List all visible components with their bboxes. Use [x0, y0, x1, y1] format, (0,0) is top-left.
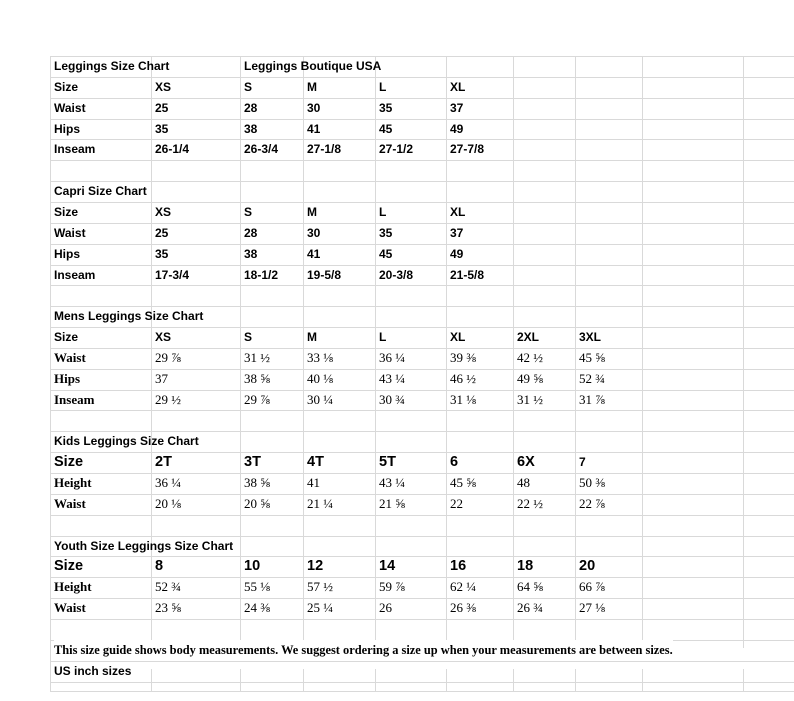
table-cell: 49 ⅝: [517, 370, 543, 386]
table-cell: 21 ⅝: [379, 495, 405, 511]
table-cell: M: [307, 79, 317, 94]
table-cell: 26-3/4: [244, 142, 279, 157]
table-cell: 16: [450, 558, 467, 575]
grid-column-line: [240, 669, 241, 691]
grid-column-line: [446, 669, 447, 691]
grid-column-line: [375, 56, 376, 648]
table-cell: 26 ¾: [517, 600, 543, 616]
youth-chart-title: Youth Size Leggings Size Chart: [54, 538, 234, 553]
table-cell: 41: [307, 475, 320, 490]
leggings-chart-title: Leggings Size Chart: [54, 59, 170, 73]
table-cell: L: [379, 204, 387, 219]
table-cell: XL: [450, 204, 466, 219]
grid-column-line: [151, 669, 152, 691]
brand-name: Leggings Boutique USA: [244, 59, 382, 73]
table-cell: 28: [244, 100, 258, 115]
table-cell: 39 ⅜: [450, 349, 476, 365]
table-cell: 35: [379, 100, 393, 115]
size-guide-note: This size guide shows body measurements. We suggest ordering a size up when your measurements are between sizes.: [54, 640, 673, 661]
table-cell: 64 ⅝: [517, 579, 543, 595]
table-cell: 43 ¼: [379, 370, 405, 386]
table-cell: 30: [307, 100, 321, 115]
table-cell: 25: [155, 100, 169, 115]
table-cell: 27-1/8: [307, 142, 342, 157]
table-cell: 36 ¼: [379, 349, 405, 365]
table-cell: S: [244, 204, 253, 219]
table-cell: 22: [450, 495, 463, 511]
row-label: Inseam: [54, 142, 96, 157]
table-cell: 6X: [517, 454, 535, 471]
mens-chart-title: Mens Leggings Size Chart: [54, 309, 204, 324]
row-label: Size: [54, 454, 84, 471]
table-cell: 31 ⅛: [450, 391, 476, 407]
row-label: Size: [54, 558, 84, 575]
table-cell: 35: [379, 225, 393, 240]
grid-column-line: [303, 56, 304, 648]
kids-chart-title: Kids Leggings Size Chart: [54, 434, 199, 449]
table-cell: L: [379, 330, 387, 345]
grid-column-line: [50, 56, 51, 691]
row-label: Waist: [54, 349, 86, 365]
table-cell: 50 ⅜: [579, 475, 605, 490]
table-cell: 22 ⅞: [579, 495, 605, 511]
table-cell: 37: [450, 100, 464, 115]
table-cell: 48: [517, 475, 530, 490]
table-cell: 8: [155, 558, 164, 575]
table-cell: 38 ⅝: [244, 475, 270, 490]
table-cell: 62 ¼: [450, 579, 476, 595]
table-cell: 25: [155, 225, 169, 240]
table-cell: 45: [379, 121, 393, 136]
grid-column-line: [375, 669, 376, 691]
table-cell: XS: [155, 204, 172, 219]
capri-chart-title: Capri Size Chart: [54, 184, 147, 199]
table-cell: 21-5/8: [450, 267, 485, 282]
table-cell: 28: [244, 225, 258, 240]
table-cell: 55 ⅛: [244, 579, 270, 595]
grid-column-line: [642, 669, 643, 691]
table-cell: 35: [155, 121, 169, 136]
table-cell: 5T: [379, 454, 396, 471]
table-cell: 43 ¼: [379, 475, 405, 490]
grid-column-line: [513, 669, 514, 691]
table-cell: 31 ½: [517, 391, 543, 407]
table-cell: 2XL: [517, 330, 540, 345]
table-cell: 30: [307, 225, 321, 240]
table-cell: 27-7/8: [450, 142, 485, 157]
row-label: Size: [54, 204, 79, 219]
table-cell: S: [244, 330, 253, 345]
table-cell: 17-3/4: [155, 267, 190, 282]
table-cell: 22 ½: [517, 495, 543, 511]
row-label: Height: [54, 579, 92, 595]
table-cell: 10: [244, 558, 261, 575]
table-cell: 29 ⅞: [155, 349, 181, 365]
grid-row-line: [50, 619, 794, 620]
row-label: Inseam: [54, 391, 95, 407]
row-label: Waist: [54, 100, 86, 115]
grid-column-line: [240, 56, 241, 648]
grid-row-line: [50, 691, 794, 692]
grid-column-line: [642, 56, 643, 648]
table-cell: L: [379, 79, 387, 94]
table-cell: 27-1/2: [379, 142, 414, 157]
table-cell: 29 ⅞: [244, 391, 270, 407]
table-cell: 38: [244, 121, 258, 136]
table-cell: 27 ⅛: [579, 600, 605, 616]
table-cell: 12: [307, 558, 324, 575]
row-label: Waist: [54, 225, 86, 240]
units-label: US inch sizes: [54, 663, 132, 678]
row-label: Size: [54, 330, 79, 345]
table-cell: 38: [244, 246, 258, 261]
table-cell: 31 ⅞: [579, 391, 605, 407]
table-cell: 21 ¼: [307, 495, 333, 511]
table-cell: 24 ⅜: [244, 600, 270, 616]
table-cell: 31 ½: [244, 349, 270, 365]
table-cell: 45: [379, 246, 393, 261]
table-cell: 66 ⅞: [579, 579, 605, 595]
table-cell: 30 ¼: [307, 391, 333, 407]
table-cell: 45 ⅝: [450, 475, 476, 490]
grid-column-line: [446, 56, 447, 648]
table-cell: 30 ¾: [379, 391, 405, 407]
grid-row-line: [50, 181, 794, 182]
table-cell: 20: [579, 558, 596, 575]
table-cell: 38 ⅝: [244, 370, 270, 386]
grid-row-line: [50, 515, 794, 516]
table-cell: 26: [379, 600, 392, 616]
table-cell: 33 ⅛: [307, 349, 333, 365]
grid-column-line: [743, 669, 744, 691]
grid-column-line: [743, 56, 744, 648]
table-cell: 26 ⅜: [450, 600, 476, 616]
row-label: Inseam: [54, 267, 96, 282]
table-cell: 35: [155, 246, 169, 261]
table-cell: 36 ¼: [155, 475, 181, 490]
grid-column-line: [151, 56, 152, 648]
table-cell: XL: [450, 79, 466, 94]
table-cell: 49: [450, 121, 464, 136]
table-cell: 20 ⅛: [155, 495, 181, 511]
grid-column-line: [575, 669, 576, 691]
table-cell: 2T: [155, 454, 172, 471]
table-cell: 37: [450, 225, 464, 240]
table-cell: M: [307, 330, 317, 345]
table-cell: 26-1/4: [155, 142, 190, 157]
table-cell: XL: [450, 330, 466, 345]
grid-column-line: [303, 669, 304, 691]
row-label: Size: [54, 79, 79, 94]
table-cell: 37: [155, 370, 168, 386]
grid-column-line: [513, 56, 514, 648]
table-cell: 3XL: [579, 330, 602, 345]
row-label: Height: [54, 475, 92, 490]
grid-column-line: [575, 56, 576, 648]
table-cell: 19-5/8: [307, 267, 342, 282]
table-cell: 42 ½: [517, 349, 543, 365]
table-cell: 57 ½: [307, 579, 333, 595]
row-label: Hips: [54, 246, 81, 261]
table-cell: 6: [450, 454, 459, 471]
table-cell: 41: [307, 246, 321, 261]
grid-row-line: [50, 661, 794, 662]
table-cell: 4T: [307, 454, 324, 471]
row-label: Waist: [54, 600, 86, 616]
grid-row-line: [50, 682, 794, 683]
table-cell: 20-3/8: [379, 267, 414, 282]
table-cell: XS: [155, 330, 172, 345]
table-cell: 49: [450, 246, 464, 261]
table-cell: M: [307, 204, 317, 219]
table-cell: 25 ¼: [307, 600, 333, 616]
table-cell: 14: [379, 558, 396, 575]
table-cell: 41: [307, 121, 321, 136]
table-cell: 18-1/2: [244, 267, 279, 282]
table-cell: 18: [517, 558, 534, 575]
table-cell: 52 ¾: [155, 579, 181, 595]
table-cell: 40 ⅛: [307, 370, 333, 386]
table-cell: 7: [579, 455, 586, 470]
table-cell: 59 ⅞: [379, 579, 405, 595]
table-cell: 46 ½: [450, 370, 476, 386]
row-label: Waist: [54, 495, 86, 511]
table-cell: S: [244, 79, 253, 94]
table-cell: 29 ½: [155, 391, 181, 407]
table-cell: 45 ⅝: [579, 349, 605, 365]
row-label: Hips: [54, 121, 81, 136]
table-cell: 20 ⅝: [244, 495, 270, 511]
table-cell: 3T: [244, 454, 261, 471]
table-cell: XS: [155, 79, 172, 94]
table-cell: 23 ⅝: [155, 600, 181, 616]
table-cell: 52 ¾: [579, 370, 605, 386]
row-label: Hips: [54, 370, 81, 386]
